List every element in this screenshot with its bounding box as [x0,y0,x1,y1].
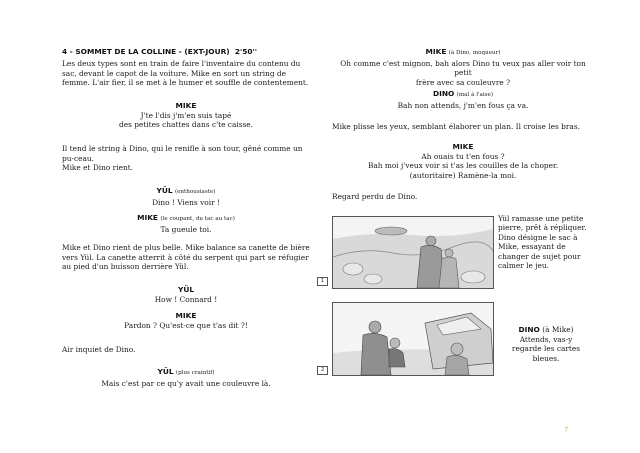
action-block: Les deux types sont en train de faire l'inventaire du contenu du sac, devant le capot de la voiture. Mike en sort un string de femme. L'air fier, il se met à le humer et souffle de contentement. [62,59,309,88]
dialogue-line: Bah non attends, j'm'en fous ça va. [397,100,529,110]
panel-2-sketch [333,303,493,375]
action-block: Mike plisse les yeux, semblant élaborer un plan. Il croise les bras. [332,122,580,131]
character-name: MIKE [137,213,158,222]
character-name: YÜL [156,186,173,195]
dialogue-block [62,367,310,388]
dialogue-line: J'te l'dis j'm'en suis tapé [140,110,232,120]
dialogue-line: frère avec sa couleuvre ? [415,77,511,87]
character-name: DINO [432,89,455,98]
dialogue-line: How ! Connard ! [154,294,218,304]
dialogue-line: Ta gueule toi. [160,224,212,234]
character-name: MIKE [175,311,197,320]
panel-2-dialogue [498,325,594,363]
dialogue-line: Oh comme c'est mignon, bah alors Dino tu veux pas aller voir ton petit [340,58,586,78]
dialogue-line: Attends, vas-y [519,334,573,344]
dialogue-line: Pardon ? Qu'est-ce que t'as dit ?! [124,320,248,330]
parenthetical: (à Mike) [542,325,574,334]
panel-1-sketch [333,217,493,288]
character-name: MIKE [175,101,197,110]
dialogue-line: Bah moi j'veux voir si t'as les couilles de la choper. [367,161,559,171]
parenthetical: (plus craintif) [175,370,215,376]
parenthetical: (mal à l'aise) [456,92,494,98]
action-block: Air inquiet de Dino. [62,345,136,354]
action-block: Il tend le string à Dino, qui le renifle à son tour, gêné comme un pu-ceau. [62,144,303,163]
page-number: 7 [564,426,569,434]
action-block: Mike et Dino rient de plus belle. Mike balance sa canette de bière vers Yül. La canette atterrit à côté du serpent qui part se réfugier au pied d'un buisson derrière Yül. [62,243,310,272]
dialogue-block [332,47,594,87]
parenthetical: (enthousiaste) [174,189,216,195]
dialogue-block [62,285,310,304]
dialogue-block [332,142,594,180]
character-name: MIKE [452,142,474,151]
panel-number: 1 [317,277,328,286]
character-name: DINO [518,325,540,334]
parenthetical: (le coupant, du tac au tac) [160,216,235,222]
action-block: Mike et Dino rient. [62,163,134,172]
dialogue-line: Mais c'est par ce qu'y avait une couleuvre là. [101,378,271,388]
scene-duration: 2'50'' [234,47,258,56]
storyboard-panel-2 [332,302,494,376]
character-name: YÜL [157,367,174,376]
action-block: Regard perdu de Dino. [332,192,418,201]
dialogue-block [332,89,594,110]
parenthetical: (à Dino, moqueur) [448,50,501,56]
dialogue-block [62,311,310,330]
storyboard-panel-1 [332,216,494,289]
dialogue-block [62,101,310,130]
dialogue-block [62,186,310,207]
dialogue-line: (autoritaire) Ramène-la moi. [409,170,517,180]
scene-heading [62,47,257,56]
dialogue-block [62,213,310,234]
character-name: MIKE [425,47,447,56]
scene-heading-text: 4 - SOMMET DE LA COLLINE - (EXT-JOUR) [62,47,230,56]
dialogue-line: des petites chattes dans c'te caisse. [118,120,254,130]
dialogue-line: regarde les cartes bleues. [511,344,581,363]
dialogue-line: Ah ouais tu t'en fous ? [421,151,505,161]
character-name: YÜL [177,285,195,294]
dialogue-line: Dino ! Viens voir ! [152,197,220,207]
panel-1-caption: Yül ramasse une petite pierre, prêt à répliquer. Dino désigne le sac à Mike, essayant de changer de sujet pour calmer le jeu. [498,214,587,271]
panel-number: 2 [317,366,328,375]
